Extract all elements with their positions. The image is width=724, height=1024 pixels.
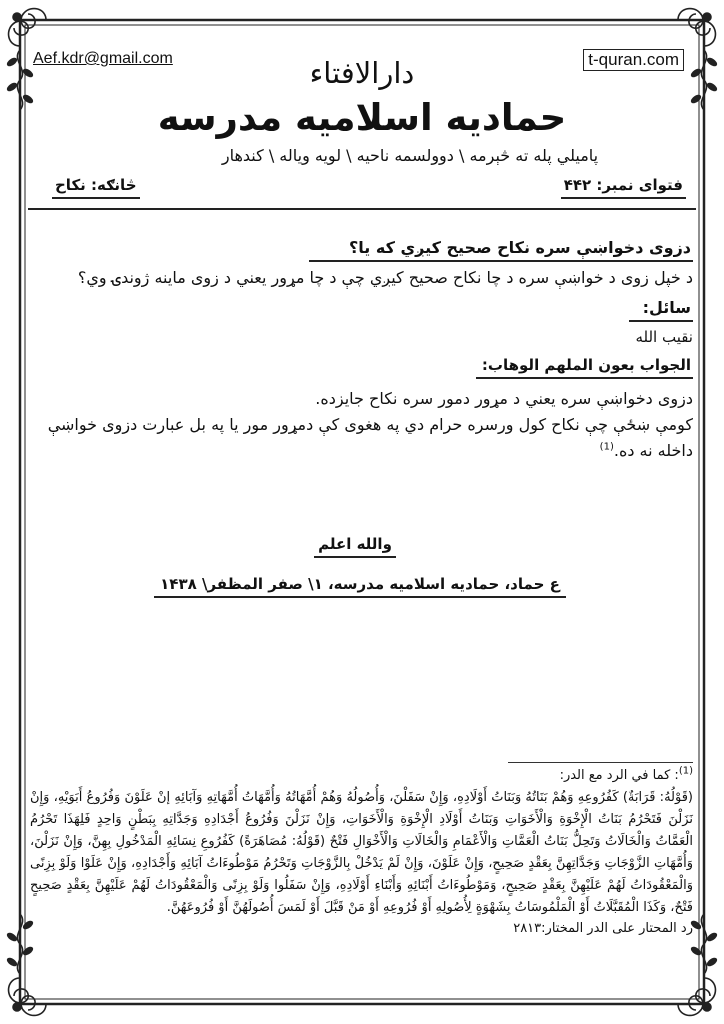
fatwa-number-label: فتوای نمبر: <box>596 176 683 194</box>
asker-name: نقیب الله <box>635 328 693 346</box>
footnote-intro <box>30 765 693 783</box>
institution-address: پامیلي پله ته څېرمه \ دوولسمه ناحیه \ لویه ویاله \ کندهار <box>221 146 599 165</box>
footnote-marker: (1) <box>678 765 693 777</box>
institution-dept-title: دارالافتاء <box>309 56 415 90</box>
question-text: د خپل زوی د خواښې سره د چا نکاح صحیح کیږي چې د چا مړور یعني د زوی ماینه ژوندۍ وي؟ <box>77 268 693 287</box>
closing-container <box>0 534 710 558</box>
signature-container <box>0 574 720 598</box>
department-label: څانګه: <box>91 176 137 194</box>
website-link[interactable]: t-quran.com <box>583 49 684 71</box>
footnote-divider <box>508 762 693 763</box>
institution-name-title: حمادیه اسلامیه مدرسه <box>157 96 567 139</box>
question-title: دزوی دخواښې سره نکاح صحیح کیږي که یا؟ <box>309 238 693 262</box>
signature-line: ع حماد، حمادیه اسلامیه مدرسه، ۱\ صفر المظفر\ ۱۴۳۸ <box>154 575 566 598</box>
fatwa-number-value: ۴۴۲ <box>563 176 592 194</box>
answer-body <box>30 386 693 464</box>
email-link[interactable]: Aef.kdr@gmail.com <box>33 50 173 67</box>
answer-paragraph-2-text: کومې ښځې چې نکاح کول ورسره حرام دي په هغوی کې دمړور مور یا په بل عبارت دزوی خواښې داخله نه ده. <box>47 415 693 460</box>
footnote-intro-text: : كما في الرد مع الدر: <box>559 768 679 783</box>
closing-phrase: والله اعلم <box>314 535 396 558</box>
footnote-quote: (قَوْلُهُ: قَرَابَةٌ) كَفُرُوعِهِ وَهُمْ بَنَاتُهُ وَبَنَاتُ أَوْلَادِهِ، وَإِنْ سَفَلْنَ، وَأُصُولُهُ وَهُمْ أُمَّهَاتُهُ وَأُمَّهَاتُ أُمَّهَاتِهِ وَآبَائِهِ إنْ عَلَوْنَ وَفُرُوعُ أَبَوَيْهِ، وَإِنْ نَزَلْنَ فَتَحْرُمُ بَنَاتُ الْإِخْوَةِ وَالْأَخَوَاتِ وَبَنَاتُ أَوْلَادِ الْإِخْوَةِ وَالْأَخَوَاتِ، وَإِنْ نَزَلْنَ وَفُرُوعُ أَجْدَادِهِ وَجَدَّاتِهِ بِبَطْنٍ وَاحِدٍ فَلِهَذَا تَحْرُمُ الْعَمَّاتُ وَالْخَالَاتُ وَتَحِلُّ بَنَاتُ الْعَمَّاتِ وَالْأَعْمَامِ وَالْخَالَاتِ وَالْأَخْوَالِ فَتْحٌ (قَوْلُهُ: مُصَاهَرَةً) كَفُرُوعِ نِسَائِهِ الْمَدْخُولِ بِهِنَّ، وَإِنْ نَزَلْنَ، وَأُمَّهَاتِ الزَّوْجَاتِ وَجَدَّاتِهِنَّ بِعَقْدٍ صَحِيحٍ، وَإِنْ عَلَوْنَ، وَإِنْ لَمْ يَدْخُلْ بِالزَّوْجَاتِ وَتَحْرُمُ مَوْطُوءَاتُ آبَائِهِ وَأَجْدَادِهِ، وَإِنْ عَلَوْا وَلَوْ بِزِنًى وَالْمَعْقُودَاتُ لَهُمْ عَلَيْهِنَّ بِعَقْدٍ صَحِيحٍ، وَمَوْطُوءَاتُ أَبْنَائِهِ وَأَبْنَاءِ أَوْلَادِهِ، وَإِنْ سَفَلُوا وَلَوْ بِزِنًى وَالْمَعْقُودَاتُ لَهُمْ عَلَيْهِنَّ بِعَقْدٍ صَحِيحٍ فَتْحٌ، وَكَذَا الْمُقَبَّلَاتُ أَوْ الْمَلْمُوسَاتُ بِشَهْوَةٍ لِأُصُولِهِ أَوْ فُرُوعِهِ أَوْ مَنْ قَبَّلَ أَوْ لَمَسَ أُصُولَهُنَّ أَوْ فُرُوعَهُنَّ. <box>30 790 693 915</box>
asker-label: سائل: <box>629 298 693 322</box>
answer-paragraph-2 <box>30 412 693 464</box>
answer-paragraph-1: دزوی دخواښې سره یعني د مړور دمور سره نکاح جایزده. <box>315 389 693 408</box>
fatwa-number-box <box>561 176 686 199</box>
header-divider <box>28 208 696 210</box>
answer-heading: الجواب بعون الملهم الوهاب: <box>476 356 693 379</box>
footnote-citation: رد المحتار على الدر المختار:۲۸۱۳ <box>513 921 693 936</box>
department-value: نکاح <box>55 176 86 194</box>
footnote-reference[interactable]: (1) <box>599 441 614 453</box>
department-box <box>52 176 140 199</box>
footnote-section <box>30 765 693 936</box>
